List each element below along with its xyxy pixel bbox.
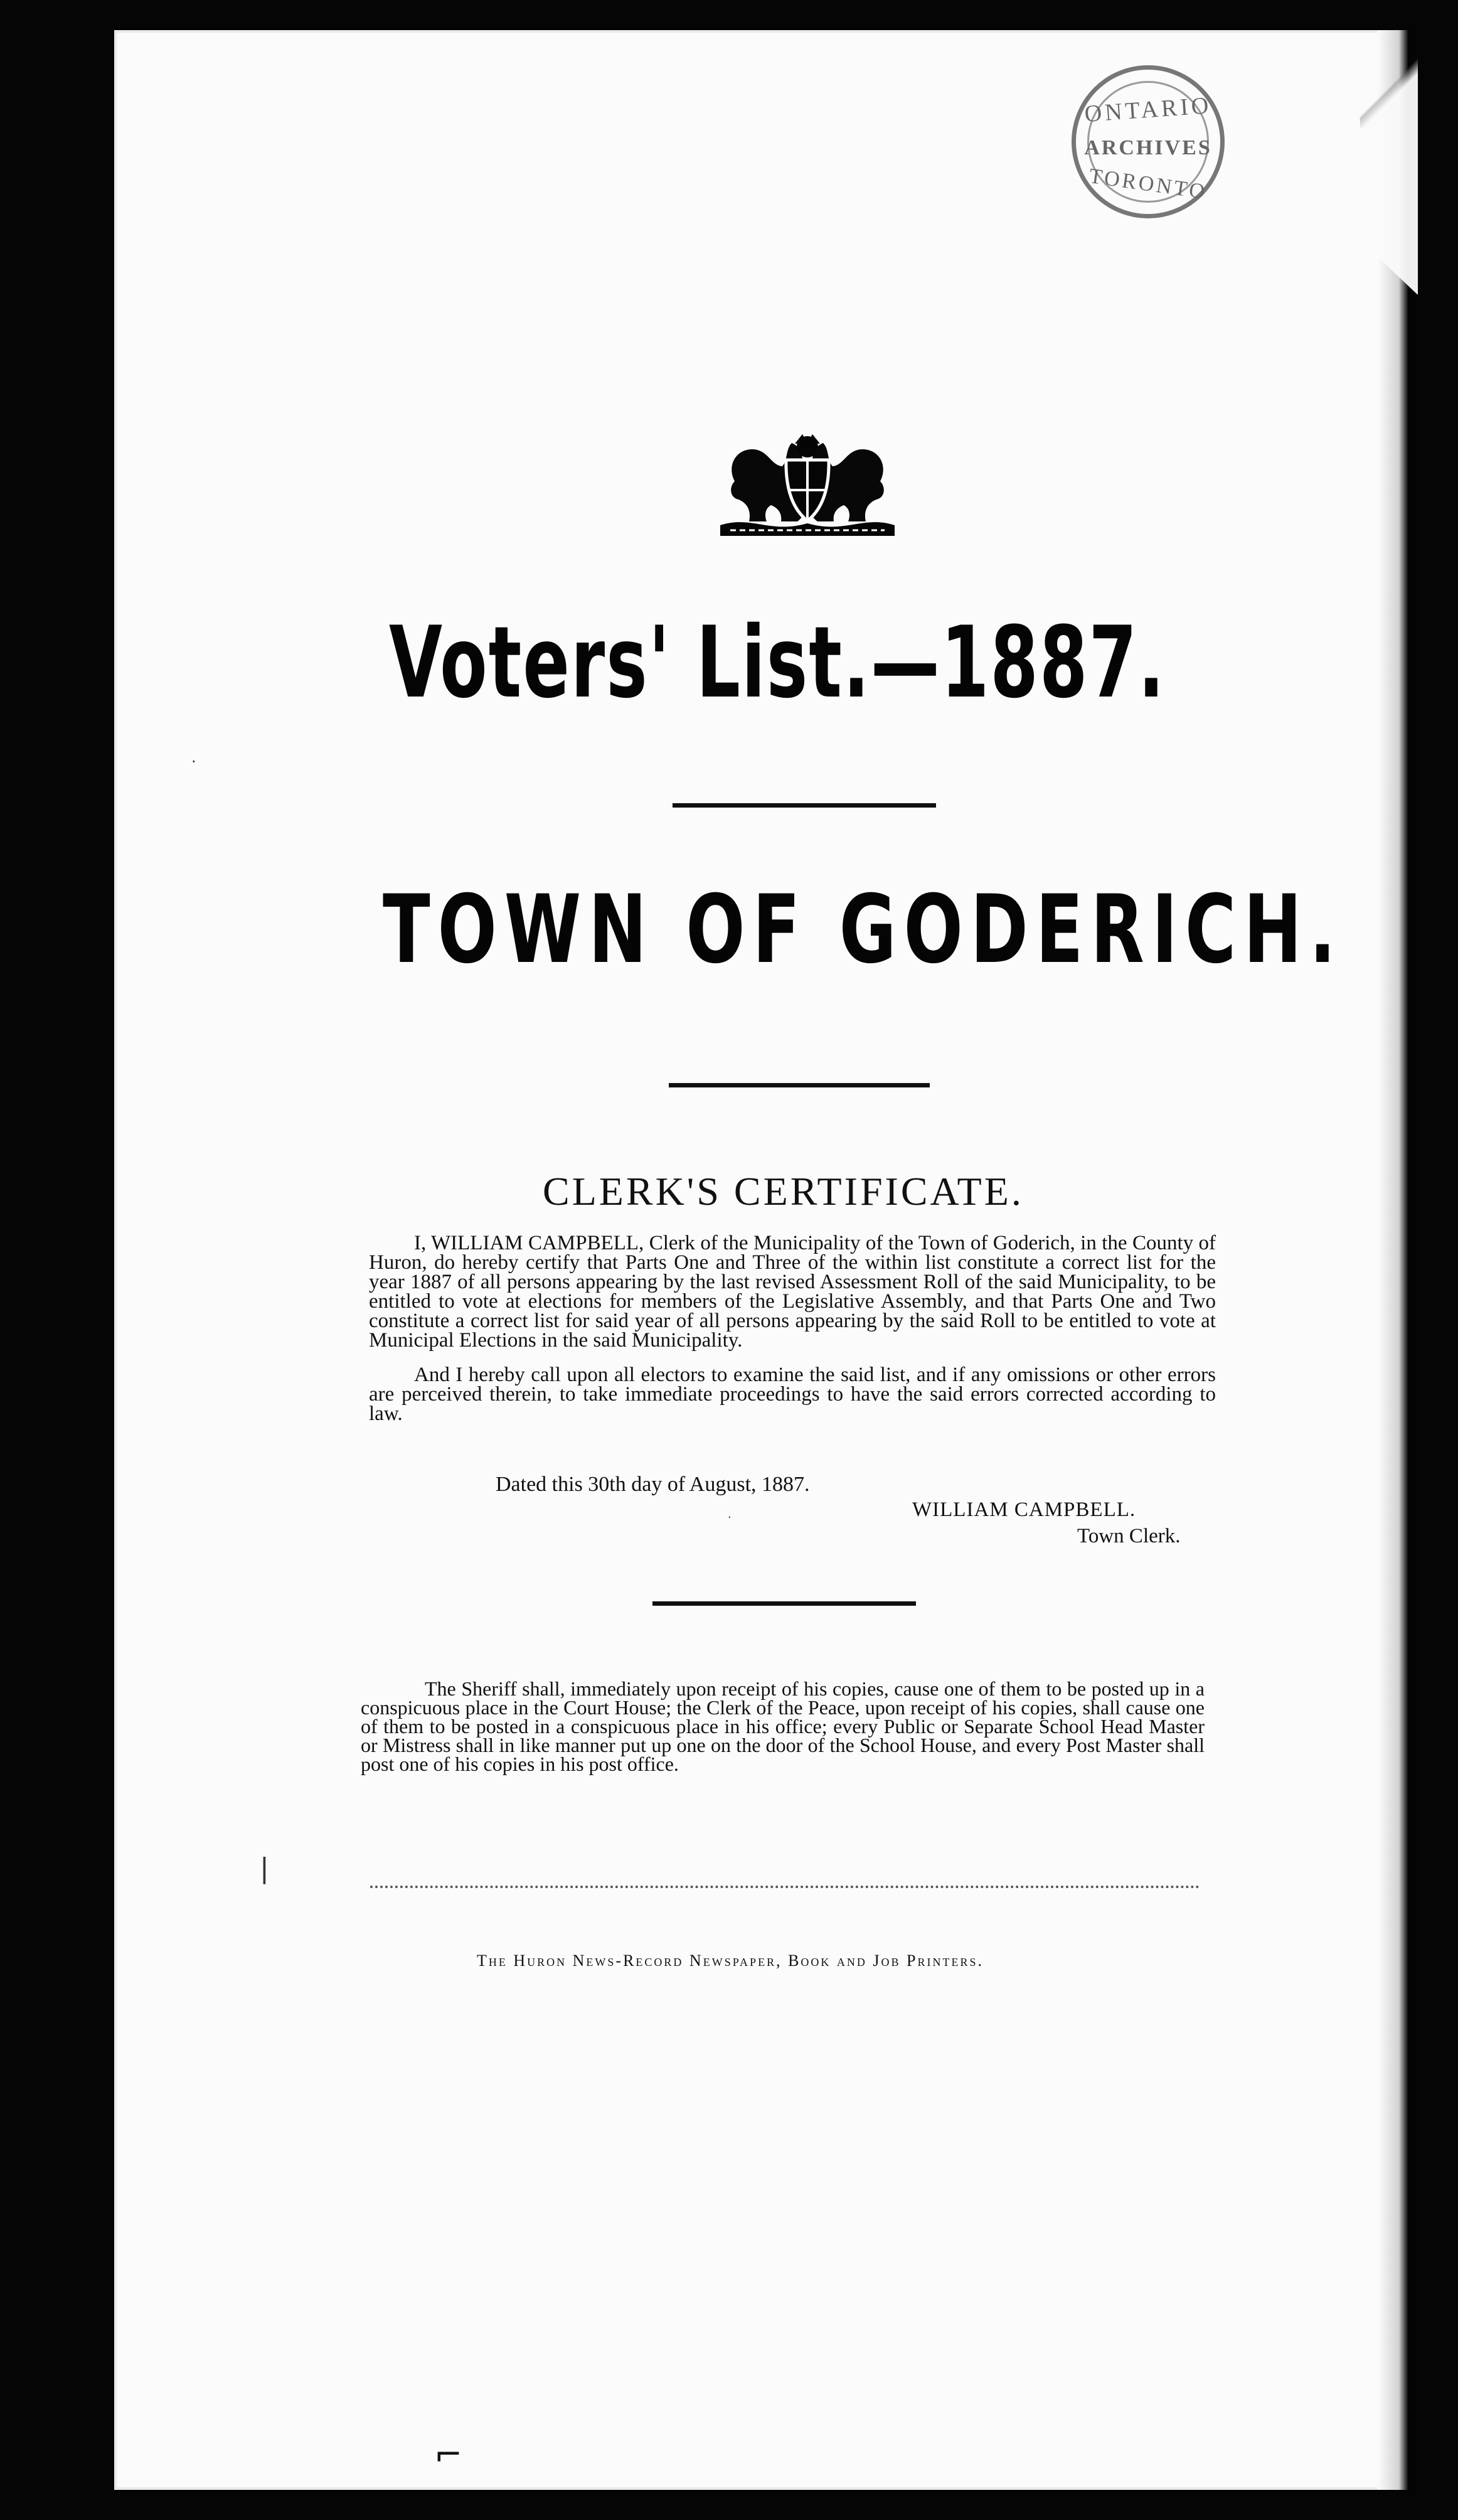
clerk-signature-title: Town Clerk. xyxy=(1077,1525,1181,1547)
paper-speck-mark: · xyxy=(191,753,196,771)
clerk-signature-name: WILLIAM CAMPBELL. xyxy=(912,1498,1136,1521)
certificate-paragraph-1: I, WILLIAM CAMPBELL, Clerk of the Municipality of the Town of Goderich, in the County of Huron, do hereby certify that Parts One and Three of the within list constitute a correct list for the year 1887 of all persons appearing by the last revised Assessment Roll of the said Municipality, to be entitled to vote at elections for members of the Legislative Assembly, and that Parts One and Two constitute a correct list for said year of all persons appearing by the said Roll to be entitled to vote at Municipal Elections in the said Municipality. xyxy=(369,1232,1216,1352)
certificate-paragraph-2: And I hereby call upon all electors to examine the said list, and if any omissions or other errors are perceived therein, to take immediate proceedings to have the said errors corrected according to law. xyxy=(369,1364,1216,1425)
certificate-rule xyxy=(652,1601,916,1606)
clerk-certificate-heading: CLERK'S CERTIFICATE. xyxy=(543,1169,1024,1214)
ink-speck-mark: · xyxy=(728,1511,732,1524)
archives-stamp xyxy=(1072,65,1225,218)
title-rule xyxy=(673,803,936,808)
printer-imprint: The Huron News-Record Newspaper, Book and Job Printers. xyxy=(477,1951,984,1970)
stamp-middle-text: ARCHIVES xyxy=(1084,136,1212,159)
document-title: Voters' List.—1887. xyxy=(389,606,1166,720)
town-heading: TOWN OF GODERICH. xyxy=(383,875,1343,985)
certificate-date: Dated this 30th day of August, 1887. xyxy=(496,1473,810,1496)
sheriff-notice xyxy=(361,1679,1205,1773)
dotted-divider xyxy=(370,1886,1200,1888)
bottom-ink-mark: ⌐ xyxy=(434,2435,463,2474)
royal-coat-of-arms-icon xyxy=(708,430,907,543)
sheriff-notice-text: The Sheriff shall, immediately upon receipt of his copies, cause one of them to be posted up in a conspicuous place in the Court House; the Clerk of the Peace, upon receipt of his copies, shall cause one of them to be posted in a conspicuous place in his office; every Public or Separate School Head Master or Mistress shall in like manner put up one on the door of the School House, and every Post Master shall post one of his copies in his post office. xyxy=(361,1677,1205,1775)
margin-ink-mark: | xyxy=(260,1852,269,1884)
town-rule xyxy=(669,1083,930,1087)
clerk-certificate-text xyxy=(369,1234,1216,1424)
paper-right-edge xyxy=(1378,30,1408,2490)
stamp-top-text: ONTARIO xyxy=(1083,92,1213,128)
stamp-bottom-text: TORONTO xyxy=(1087,164,1209,204)
